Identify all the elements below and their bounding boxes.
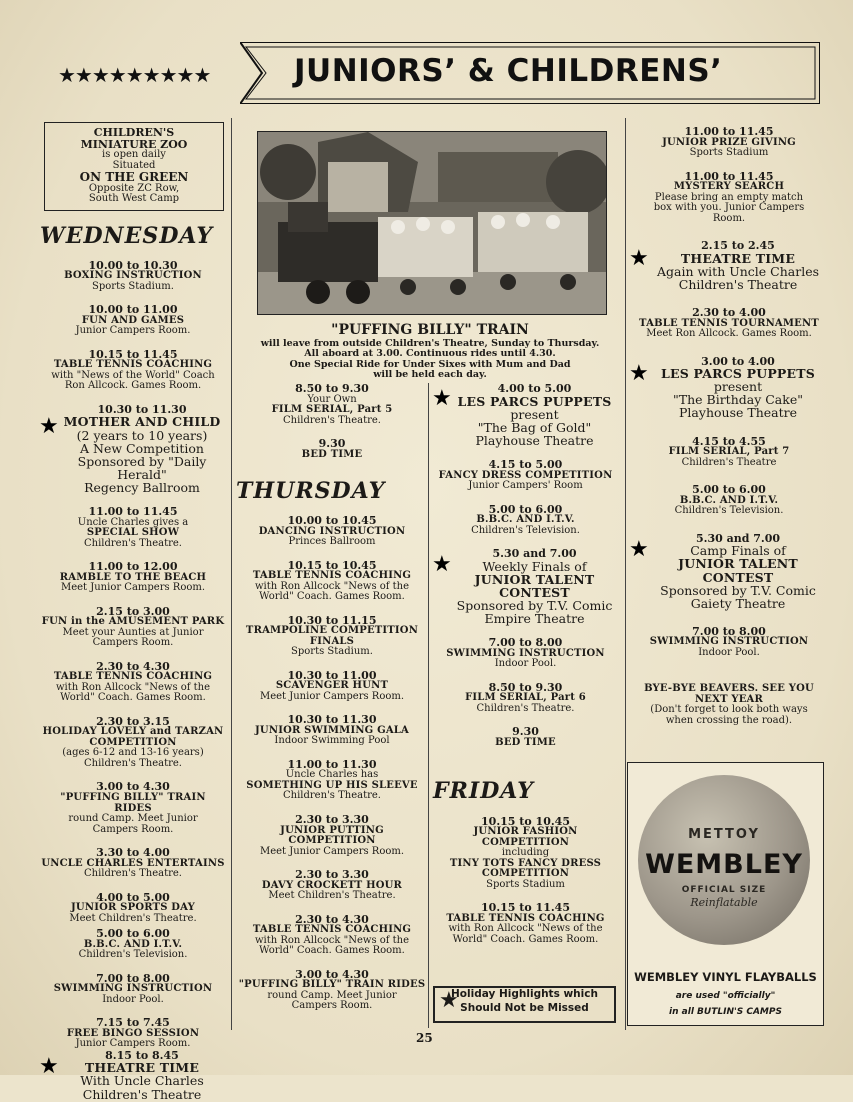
event <box>433 726 618 748</box>
column-2 <box>236 383 428 1024</box>
ball-script: Reinflatable <box>690 896 758 909</box>
event-detail: with Ron Allcock "News of the <box>55 681 211 693</box>
event-name: TABLE TENNIS COACHING <box>446 912 605 924</box>
event <box>630 126 828 159</box>
event-name: TABLE TENNIS COACHING <box>53 359 213 371</box>
zoo-text: CHILDREN'S <box>93 126 175 139</box>
event-name: B.B.C. AND I.T.V. <box>679 494 779 506</box>
event <box>40 781 226 835</box>
train-line: will leave from outside Children's Theatre, Sunday to Thursday. <box>260 338 600 349</box>
event-detail: Meet Children's Theatre. <box>268 890 396 902</box>
event <box>236 969 428 1012</box>
event <box>236 714 428 747</box>
event-detail: Princes Ballroom <box>288 536 376 548</box>
event-detail: Children's Theatre. <box>476 702 575 714</box>
event-time: 2.15 to 3.00 <box>96 604 170 618</box>
event-time: 2.30 to 3.15 <box>96 714 170 728</box>
event-detail: with Ron Allcock "News of the <box>254 580 410 592</box>
title-banner <box>240 42 820 104</box>
event-highlight <box>433 383 618 447</box>
event-detail: World" Coach. Games Room. <box>259 591 405 603</box>
event-time: 7.15 to 7.45 <box>96 1016 170 1030</box>
event-detail: A New Competition <box>80 440 204 456</box>
event <box>236 814 428 857</box>
football-image <box>638 775 810 945</box>
zoo-text: Opposite ZC Row, <box>88 182 180 194</box>
zoo-text: MINIATURE ZOO <box>80 137 188 151</box>
event-detail: (Don't forget to look both ways <box>650 704 808 716</box>
star-icon: ★ <box>39 413 59 439</box>
event-detail: World" Coach. Games Room. <box>259 945 405 957</box>
event-name: TABLE TENNIS COACHING <box>53 671 213 683</box>
event-time: 4.00 to 5.00 <box>96 890 170 904</box>
event-name: SWIMMING INSTRUCTION <box>649 636 809 648</box>
event <box>40 606 226 649</box>
event-time: 2.30 to 3.30 <box>295 812 369 826</box>
event-name: B.B.C. AND I.T.V. <box>476 514 575 526</box>
event-time: 10.00 to 11.00 <box>88 303 178 317</box>
event-detail: when crossing the road). <box>665 714 793 726</box>
event-highlight <box>40 404 226 494</box>
event-name: JUNIOR TALENT <box>474 571 595 587</box>
event-time: 10.30 to 11.30 <box>287 713 377 727</box>
event-detail: including <box>501 847 550 859</box>
event-name: JUNIOR FASHION <box>473 826 578 838</box>
event-time: 11.00 to 11.45 <box>684 169 774 183</box>
event-name: SWIMMING INSTRUCTION <box>446 647 605 659</box>
event-detail: Campers Room. <box>92 637 174 649</box>
event-name: CONTEST <box>499 584 570 600</box>
event-name: MOTHER AND CHILD <box>63 414 221 430</box>
event <box>236 914 428 957</box>
event-detail: Uncle Charles has <box>285 769 379 781</box>
event-detail: Weekly Finals of <box>482 558 587 574</box>
zoo-text: ON THE GREEN <box>79 170 189 185</box>
event-detail: Campers Room. <box>92 823 174 835</box>
day-heading-friday: FRIDAY <box>433 778 534 805</box>
event-detail: Sports Stadium. <box>291 646 373 658</box>
event-time: 2.30 to 4.30 <box>295 912 369 926</box>
event-time: 5.00 to 6.00 <box>96 927 170 941</box>
event-name: NEXT YEAR <box>694 693 764 705</box>
event-detail: with "News of the World" Coach <box>51 369 215 381</box>
event-detail: Indoor Swimming Pool <box>274 735 390 747</box>
event-name: JUNIOR PUTTING COMPETITION <box>280 824 384 847</box>
event-time: 2.30 to 4.30 <box>96 659 170 673</box>
ball-brand: WEMBLEY <box>645 849 803 880</box>
event-detail: Sports Stadium <box>689 147 769 159</box>
event <box>40 892 226 925</box>
event-time: 2.30 to 3.30 <box>295 868 369 882</box>
event-detail: Children's Theatre. <box>84 868 182 880</box>
event-highlight <box>433 548 618 625</box>
event-detail: Playhouse Theatre <box>679 405 797 421</box>
event-detail: Children's Theatre <box>678 276 798 292</box>
event-detail: box with you. Junior Campers <box>653 202 805 214</box>
event <box>630 626 828 659</box>
event-detail: Meet Junior Campers Room. <box>259 845 405 857</box>
event-time: 5.30 and 7.00 <box>695 531 781 545</box>
page-title: JUNIORS’ & CHILDRENS’ <box>294 53 723 89</box>
event-detail: Children's Theatre. <box>84 757 182 769</box>
wembley-ball-ad <box>627 762 824 1026</box>
ad-headline: WEMBLEY VINYL FLAYBALLS <box>634 970 817 984</box>
zoo-text: South West Camp <box>88 193 180 205</box>
event-name: "PUFFING BILLY" TRAIN RIDES <box>60 792 206 814</box>
event-detail: Sports Stadium. <box>92 280 174 292</box>
event-name: JUNIOR SPORTS DAY <box>71 902 195 914</box>
event-detail: Again with Uncle Charles <box>656 263 820 279</box>
star-icon: ★ <box>439 988 459 1013</box>
event-detail: Indoor Pool. <box>102 993 164 1005</box>
event-detail: Children's Television. <box>78 949 188 961</box>
ad-text: in all BUTLIN'S CAMPS <box>669 1007 782 1017</box>
event-time: 10.15 to 11.45 <box>481 901 570 915</box>
event-name: DANCING INSTRUCTION <box>258 525 406 537</box>
event-name: FINALS <box>309 635 355 647</box>
event <box>433 637 618 670</box>
event-detail: Gaiety Theatre <box>690 595 786 611</box>
event-detail: Playhouse Theatre <box>475 432 594 448</box>
event-time: 10.30 to 11.30 <box>97 402 187 416</box>
event-detail: Campers Room. <box>291 1000 373 1012</box>
event-name: THEATRE TIME <box>680 250 796 266</box>
column-4 <box>630 126 828 738</box>
event-name: LES PARCS PUPPETS <box>457 393 612 409</box>
event-detail: Sports Stadium <box>486 878 565 890</box>
event-detail: Meet Junior Campers Room. <box>259 690 405 702</box>
event-time: 11.00 to 12.00 <box>88 560 178 574</box>
event-time: 8.50 to 9.30 <box>295 382 369 395</box>
event-detail: Junior Campers Room. <box>75 325 191 337</box>
star-icon: ★ <box>629 360 649 386</box>
event <box>433 459 618 492</box>
event-time: 10.30 to 11.00 <box>287 668 377 682</box>
event-name: COMPETITION <box>481 836 570 848</box>
event <box>630 171 828 225</box>
event <box>236 383 428 426</box>
event <box>40 928 226 961</box>
event-time: 2.15 to 2.45 <box>701 239 775 253</box>
event-name: COMPETITION <box>481 868 570 880</box>
event <box>40 716 226 770</box>
column-rule <box>231 118 232 1030</box>
event-name: DAVY CROCKETT HOUR <box>261 879 403 891</box>
event-highlight <box>630 240 828 291</box>
event-name: TINY TOTS FANCY DRESS <box>449 857 602 869</box>
event-time: 7.00 to 8.00 <box>96 971 170 985</box>
event-time: 5.00 to 6.00 <box>488 502 563 516</box>
event-detail: Room. <box>712 212 746 224</box>
event-detail: present <box>510 406 559 422</box>
event-detail: Empire Theatre <box>484 611 585 627</box>
event-name: JUNIOR PRIZE GIVING <box>662 136 796 148</box>
event-detail: Children's Theatre <box>681 456 777 468</box>
event <box>40 1017 226 1050</box>
train-title: "PUFFING BILLY" TRAIN <box>331 322 529 338</box>
event-detail: round Camp. Meet Junior <box>68 813 198 824</box>
event-time: 9.30 <box>318 437 346 451</box>
zoo-text: Situated <box>112 159 156 171</box>
event-name: "PUFFING BILLY" TRAIN RIDES <box>238 979 426 991</box>
event <box>40 349 226 392</box>
event-detail: Your Own <box>307 393 357 405</box>
event-name: B.B.C. AND I.T.V. <box>83 938 183 950</box>
event-detail: Indoor Pool. <box>494 658 557 670</box>
train-line: One Special Ride for Under Sixes with Mum and Dad <box>289 358 571 370</box>
highlights-box <box>433 986 616 1023</box>
highlights-text: Should Not be Missed <box>460 1001 589 1014</box>
column-3 <box>433 383 618 957</box>
event-detail: Please bring an empty match <box>654 191 804 203</box>
day-heading-thursday: THURSDAY <box>236 478 386 505</box>
event <box>40 847 226 880</box>
event-time: 3.00 to 4.30 <box>96 780 170 794</box>
event-name: TABLE TENNIS TOURNAMENT <box>639 317 819 329</box>
event-highlight <box>40 1050 226 1101</box>
event-name: FUN in the AMUSEMENT PARK <box>41 616 225 628</box>
event-time: 4.00 to 5.00 <box>497 382 572 395</box>
event-name: LES PARCS PUPPETS <box>661 366 815 382</box>
event-time: 4.15 to 4.55 <box>692 434 766 448</box>
event-name: TABLE TENNIS COACHING <box>252 924 412 936</box>
event-name: SCAVENGER HUNT <box>275 680 389 692</box>
event <box>40 260 226 293</box>
event-detail: World" Coach. Games Room. <box>60 692 206 704</box>
event-detail: With Uncle Charles <box>80 1073 204 1089</box>
event-detail: Meet Junior Campers Room. <box>60 582 206 594</box>
day-heading-wednesday: WEDNESDAY <box>40 222 214 249</box>
event <box>236 515 428 548</box>
event <box>40 506 226 549</box>
event-detail: (2 years to 10 years) <box>76 427 208 443</box>
zoo-text: is open daily <box>102 149 166 161</box>
event-time: 11.00 to 11.45 <box>88 505 178 519</box>
star-icon: ★ <box>432 552 452 578</box>
column-rule <box>428 383 429 1028</box>
event-time: 10.30 to 11.15 <box>287 613 377 627</box>
event-detail: Meet Children's Theatre. <box>69 912 197 924</box>
event-name: JUNIOR SWIMMING GALA <box>255 724 409 736</box>
event-time: 7.00 to 8.00 <box>692 624 766 638</box>
star-icon: ★ <box>629 246 649 272</box>
event-time: 5.00 to 6.00 <box>692 483 766 497</box>
event-time: 5.30 and 7.00 <box>492 547 577 561</box>
event-time: 8.15 to 8.45 <box>105 1048 179 1062</box>
event-name: TRAMPOLINE COMPETITION <box>245 625 419 637</box>
event-name: FILM SERIAL, Part 7 <box>668 446 790 458</box>
page-number: 25 <box>416 1031 433 1045</box>
event-name: FILM SERIAL, Part 5 <box>271 404 393 416</box>
ad-text: are used "officially" <box>675 991 776 1001</box>
event-name: THEATRE TIME <box>84 1060 200 1076</box>
event-name: HOLIDAY LOVELY and TARZAN <box>42 726 224 738</box>
event-time: 7.00 to 8.00 <box>488 636 563 650</box>
event-detail: present <box>713 379 763 395</box>
event <box>433 902 618 945</box>
farewell-note <box>630 684 828 726</box>
event <box>433 682 618 715</box>
event-name: TABLE TENNIS COACHING <box>252 570 412 582</box>
event-name: CONTEST <box>702 569 774 585</box>
column-rule <box>625 118 626 1030</box>
event <box>40 973 226 1006</box>
event-name: JUNIOR TALENT <box>678 556 798 572</box>
event-time: 10.00 to 10.45 <box>287 514 377 528</box>
event-name: BOXING INSTRUCTION <box>64 270 202 282</box>
event-detail: with Ron Allcock "News of the <box>254 934 410 946</box>
event <box>630 484 828 517</box>
event-time: 3.00 to 4.00 <box>701 354 775 368</box>
event-time: 3.00 to 4.30 <box>295 967 369 981</box>
event <box>236 670 428 703</box>
event <box>630 307 828 340</box>
event-detail: "The Bag of Gold" <box>477 419 592 435</box>
event-time: 10.00 to 10.30 <box>88 258 178 272</box>
event-name: SPECIAL SHOW <box>86 527 180 539</box>
event-detail: round Camp. Meet Junior <box>267 989 397 1001</box>
event-name: FANCY DRESS COMPETITION <box>438 469 613 481</box>
event-name: COMPETITION <box>89 736 177 748</box>
event-detail: with Ron Allcock "News of the <box>448 923 603 935</box>
event-detail: Regency Ballroom <box>84 480 200 496</box>
event-time: 2.30 to 4.00 <box>692 306 766 320</box>
event-time: 4.15 to 5.00 <box>488 458 563 472</box>
event-detail: Meet Ron Allcock. Games Room. <box>646 328 812 340</box>
event-name: RAMBLE TO THE BEACH <box>59 571 207 583</box>
star-icon: ★ <box>629 536 649 562</box>
event-name: BYE-BYE BEAVERS. SEE YOU <box>644 683 814 695</box>
event-time: 11.00 to 11.30 <box>287 757 377 771</box>
event-name: FREE BINGO SESSION <box>66 1027 200 1039</box>
event-detail: Uncle Charles gives a <box>77 516 189 528</box>
zoo-box <box>44 122 224 211</box>
event-detail: Sponsored by T.V. Comic <box>660 582 816 598</box>
event-time: 10.15 to 11.45 <box>88 347 178 361</box>
event <box>40 561 226 594</box>
header-stars: ★★★★★★★★★ <box>58 63 211 87</box>
event-name: UNCLE CHARLES ENTERTAINS <box>41 857 225 869</box>
ball-maker: METTOY <box>688 827 760 842</box>
event-detail: "The Birthday Cake" <box>673 392 803 408</box>
event <box>40 661 226 704</box>
event-highlight <box>630 533 828 610</box>
event <box>433 816 618 891</box>
ball-size: OFFICIAL SIZE <box>681 885 767 895</box>
event-detail: Junior Campers Room. <box>75 1038 191 1050</box>
event-detail: Children's Television. <box>471 524 580 536</box>
event <box>433 504 618 537</box>
train-line: will be held each day. <box>373 369 487 381</box>
event-time: 10.15 to 10.45 <box>481 814 570 828</box>
event-detail: Sponsored by T.V. Comic <box>456 598 613 614</box>
event <box>236 869 428 902</box>
event-detail: Children's Television. <box>674 505 784 517</box>
event-detail: Junior Campers' Room <box>468 480 583 492</box>
event-detail: Children's Theatre. <box>84 537 182 549</box>
event-time: 9.30 <box>512 725 539 739</box>
event-detail: (ages 6-12 and 13-16 years) <box>62 747 204 759</box>
event-detail: World" Coach. Games Room. <box>452 933 599 945</box>
event-name: MYSTERY SEARCH <box>673 181 785 193</box>
event-time: 11.00 to 11.45 <box>684 125 774 138</box>
train-notice <box>240 322 620 381</box>
event-time: 10.15 to 10.45 <box>287 558 377 572</box>
event-name: BED TIME <box>495 736 556 748</box>
event-detail: Children's Theatre <box>82 1086 202 1102</box>
event-detail: Children's Theatre. <box>283 414 381 426</box>
star-icon: ★ <box>39 1053 59 1079</box>
column-1 <box>40 122 226 1101</box>
event <box>236 560 428 603</box>
puffing-billy-photo <box>257 131 607 315</box>
event-detail: Indoor Pool. <box>698 646 760 658</box>
event-detail: Camp Finals of <box>690 543 786 559</box>
event-name: FILM SERIAL, Part 6 <box>465 692 586 704</box>
event-detail: Children's Theatre. <box>283 790 381 802</box>
event-detail: Meet your Aunties at Junior <box>62 626 204 638</box>
event-detail: Sponsored by "Daily Herald" <box>77 453 207 482</box>
event <box>630 436 828 469</box>
event <box>236 438 428 460</box>
event-highlight <box>630 356 828 420</box>
event-time: 3.30 to 4.00 <box>96 846 170 859</box>
event-name: SOMETHING UP HIS SLEEVE <box>246 779 418 791</box>
highlights-text: Holiday Highlights which <box>451 988 598 1000</box>
event-detail: Ron Allcock. Games Room. <box>64 380 202 392</box>
event-time: 8.50 to 9.30 <box>488 680 563 694</box>
event-name: SWIMMING INSTRUCTION <box>53 983 213 995</box>
event-name: BED TIME <box>301 448 363 460</box>
event <box>236 615 428 658</box>
event-name: FUN AND GAMES <box>81 314 185 326</box>
event <box>236 759 428 802</box>
train-line: All aboard at 3.00. Continuous rides until 4.30. <box>304 348 556 360</box>
star-icon: ★ <box>432 386 452 411</box>
event <box>40 304 226 337</box>
